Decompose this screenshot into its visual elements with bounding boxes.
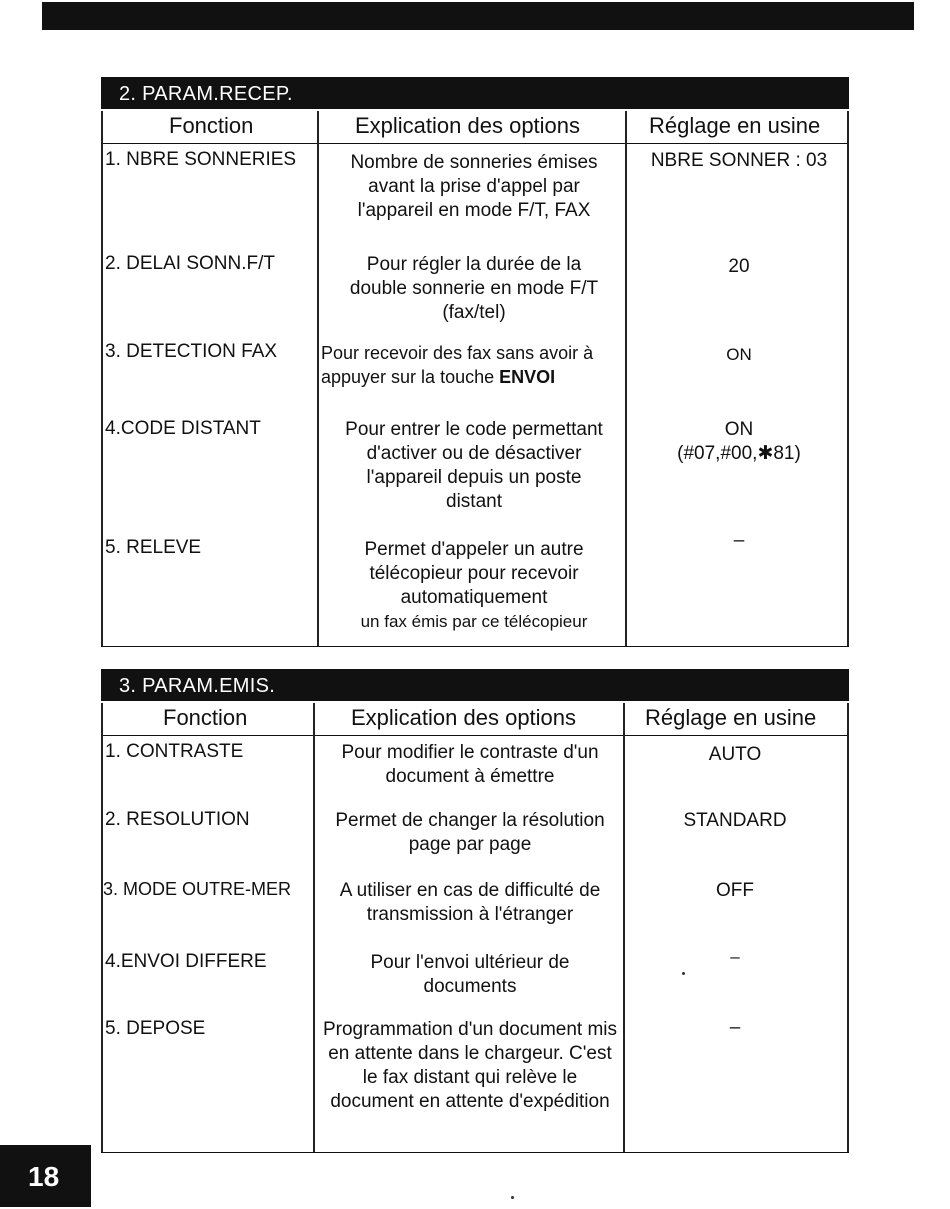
table-bottom-border (101, 646, 849, 647)
default-value: ON (724, 419, 754, 440)
function-cell: 2. RESOLUTION (105, 809, 250, 830)
explanation-text-line2: un fax émis par ce télécopieur (360, 612, 588, 631)
column-headers (101, 109, 849, 143)
function-cell: 1. CONTRASTE (105, 741, 244, 762)
explanation-cell: Programmation d'un document mis en attente dans le chargeur. C'est le fax distant qui relève le document en attente d'expédition (322, 1019, 618, 1112)
top-header-bar (42, 2, 914, 30)
table-left-border (101, 703, 103, 1153)
default-cell: 20 (728, 256, 750, 277)
table-right-border (847, 111, 849, 647)
default-cell (629, 418, 849, 466)
header-underline (101, 735, 849, 736)
header-explanation: Explication des options (355, 113, 581, 138)
function-cell: 1. NBRE SONNERIES (105, 149, 297, 170)
section-param-emis (101, 669, 849, 1153)
explanation-cell: Pour l'envoi ultérieur de documents (370, 952, 570, 997)
function-cell: 5. RELEVE (105, 537, 202, 558)
function-cell: 4.ENVOI DIFFERE (105, 951, 267, 972)
default-cell: ON (726, 345, 752, 364)
default-cell: AUTO (708, 744, 762, 765)
envoi-key-label: ENVOI (499, 367, 556, 387)
explanation-cell: Pour modifier le contraste d'un document à émettre (341, 742, 599, 787)
explanation-cell: Permet de changer la résolution page par page (335, 810, 605, 855)
header-function: Fonction (163, 705, 248, 730)
column-headers (101, 701, 849, 735)
default-code-list: (#07,#00,✱81) (677, 443, 801, 464)
function-cell: 3. MODE OUTRE-MER (103, 879, 292, 899)
explanation-cell: Pour régler la durée de la double sonnerie en mode F/T (fax/tel) (349, 254, 599, 323)
section-title: 3. PARAM.EMIS. (101, 669, 849, 701)
explanation-cell: A utiliser en cas de difficulté de transmission à l'étranger (339, 880, 601, 925)
header-default: Réglage en usine (649, 113, 821, 138)
section-title: 2. PARAM.RECEP. (101, 77, 849, 109)
default-cell: STANDARD (683, 810, 787, 831)
scan-speck (511, 1196, 514, 1199)
explanation-cell: Nombre de sonneries émises avant la prise d'appel par l'appareil en mode F/T, FAX (350, 152, 598, 221)
function-cell: 2. DELAI SONN.F/T (105, 253, 275, 274)
explanation-cell (321, 341, 627, 389)
default-cell: – (733, 530, 745, 551)
header-explanation: Explication des options (351, 705, 577, 730)
scan-speck (682, 972, 685, 975)
explanation-text: Pour recevoir des fax sans avoir à appuyer sur la touche (321, 343, 594, 387)
default-cell: OFF (716, 880, 754, 901)
header-function: Fonction (169, 113, 254, 138)
section-param-recep (101, 77, 849, 647)
table-left-border (101, 111, 103, 647)
function-cell: 5. DEPOSE (105, 1018, 206, 1039)
default-cell: NBRE SONNER : 03 (650, 150, 828, 171)
default-cell: – (729, 1017, 741, 1038)
explanation-text: Permet d'appeler un autre télécopieur pour recevoir automatiquement (364, 539, 584, 608)
explanation-cell (319, 538, 629, 634)
page-number: 18 (0, 1145, 91, 1207)
function-cell: 4.CODE DISTANT (105, 418, 261, 439)
explanation-cell: Pour entrer le code permettant d'activer ou de désactiver l'appareil depuis un poste distant (345, 419, 603, 512)
table-right-border (847, 703, 849, 1153)
default-cell: – (730, 947, 740, 966)
header-default: Réglage en usine (645, 705, 817, 730)
header-underline (101, 143, 849, 144)
table-bottom-border (101, 1152, 849, 1153)
function-cell: 3. DETECTION FAX (105, 341, 278, 362)
